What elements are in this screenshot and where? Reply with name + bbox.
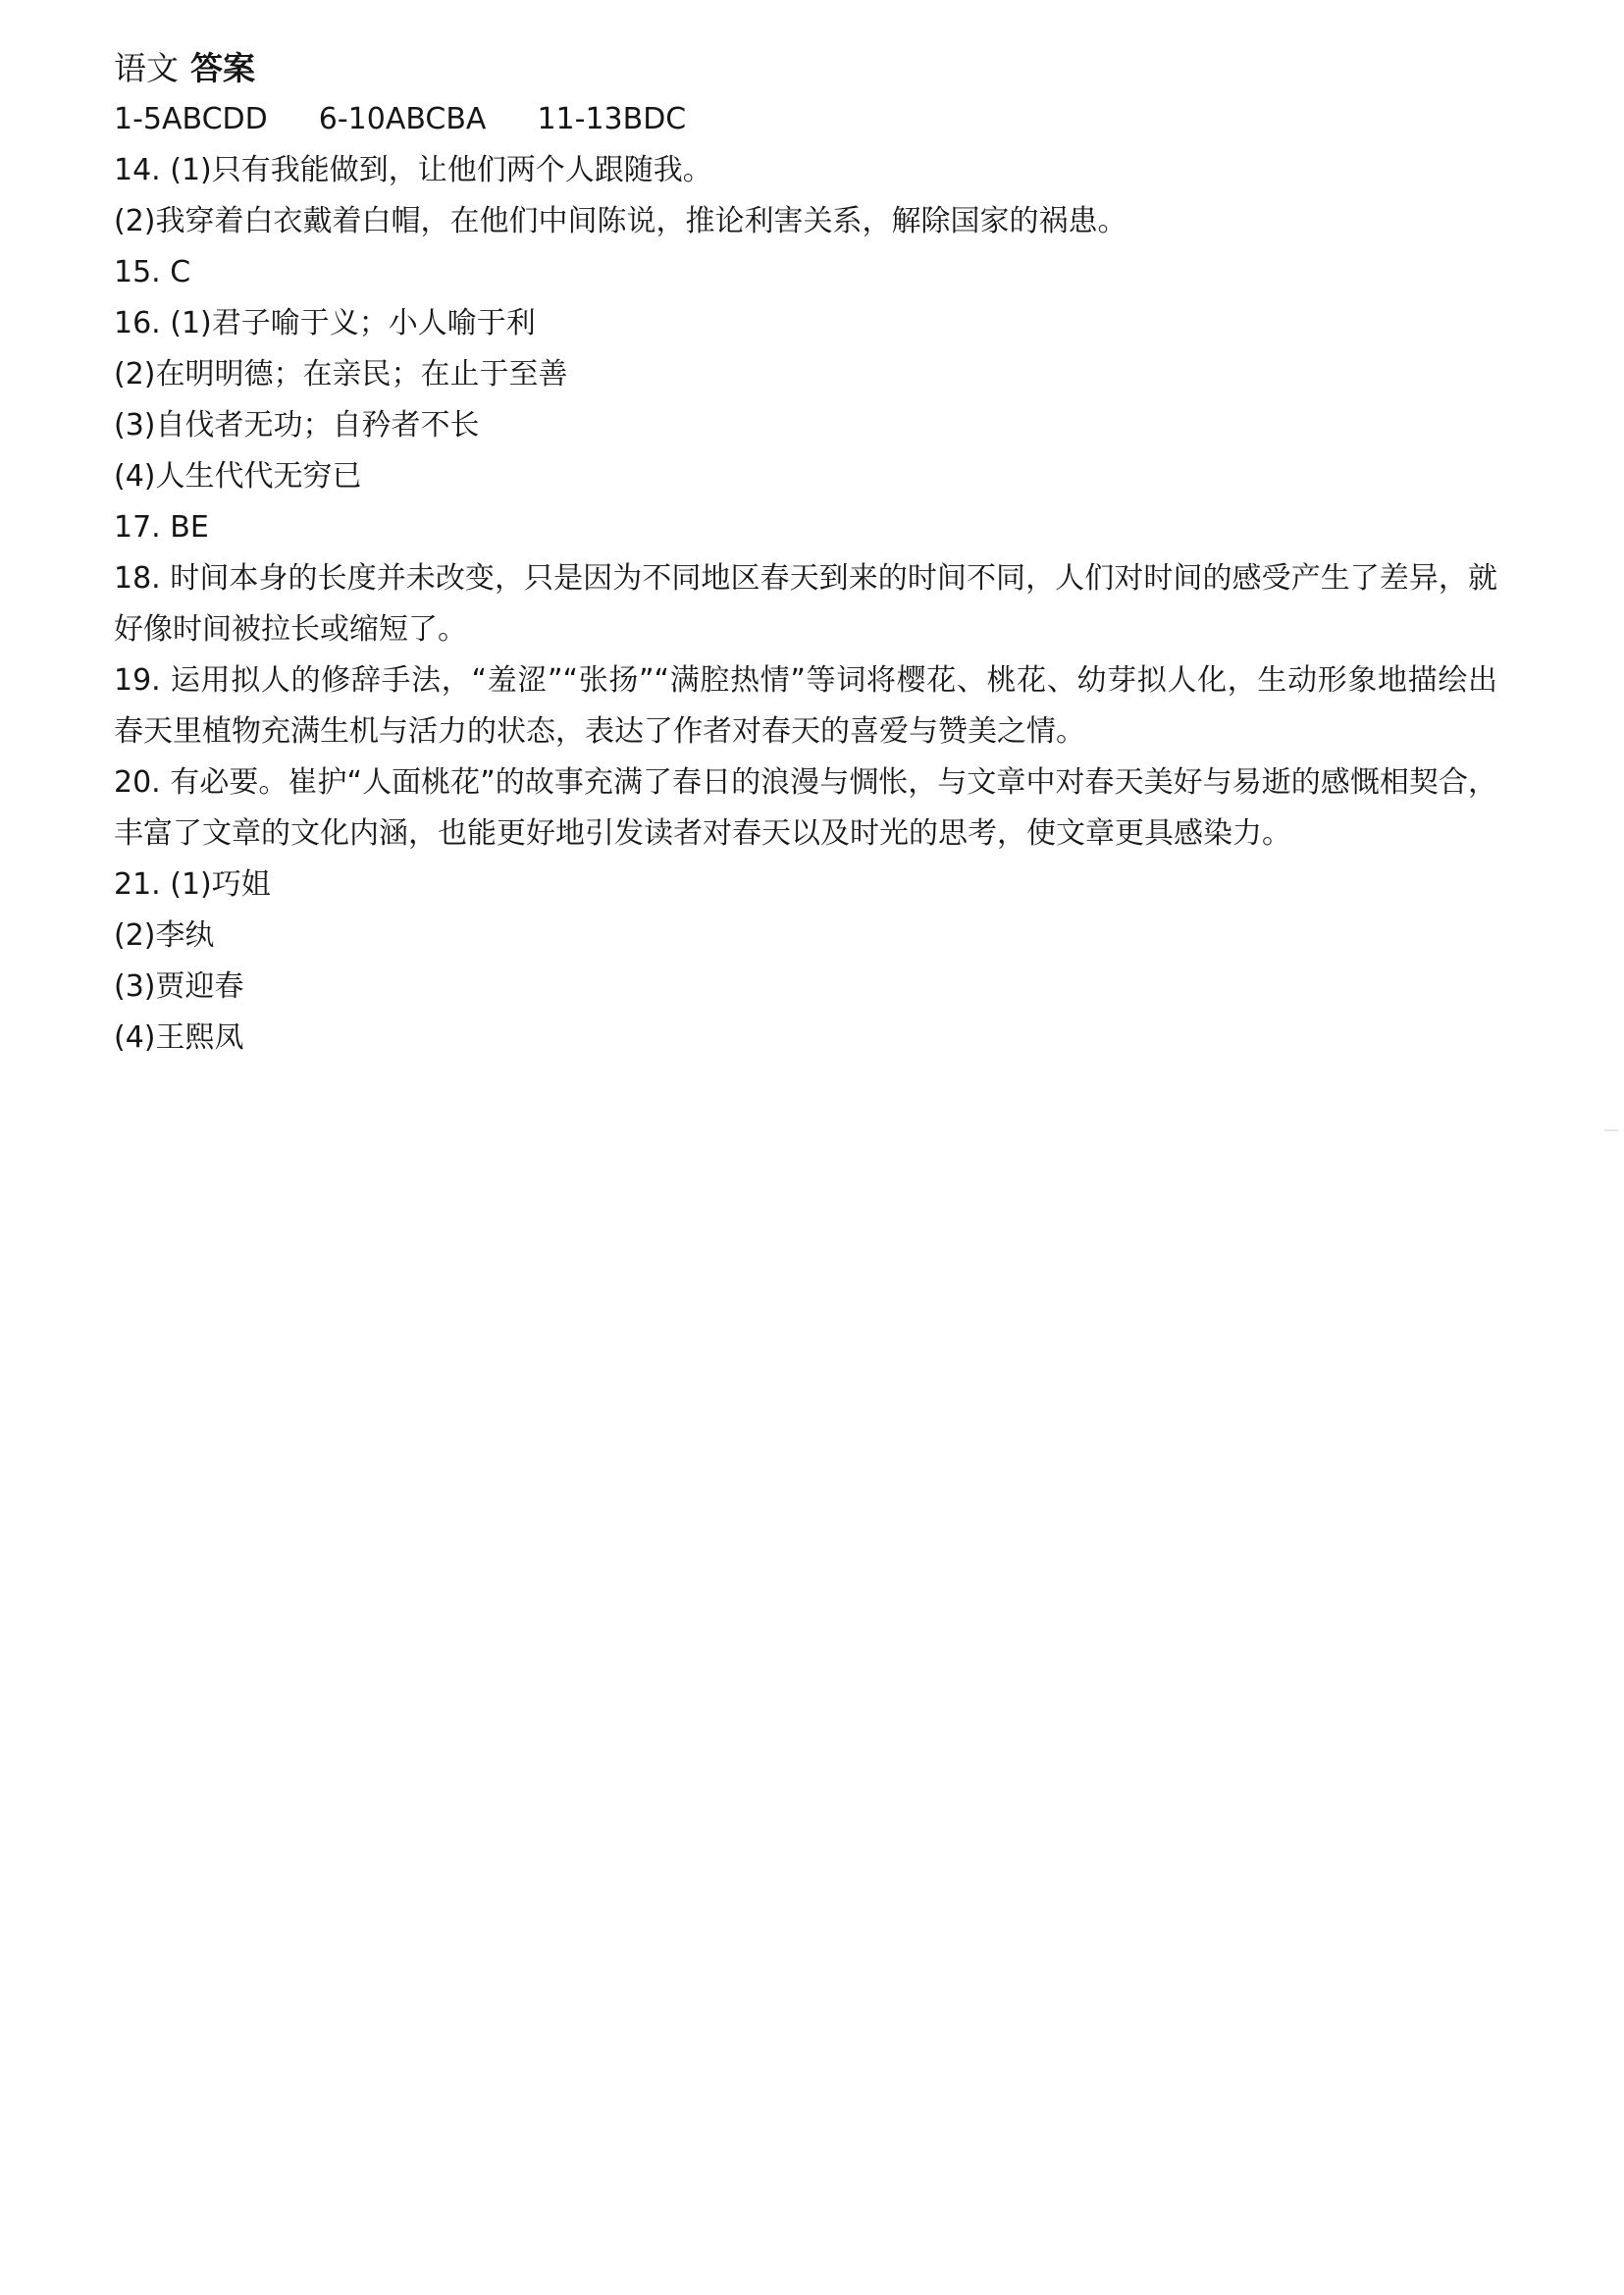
answer-content: [114, 43, 1497, 1064]
answer-16-4: (4)人生代代无穷已: [114, 459, 362, 494]
answer-21-2: (2)李纨: [114, 918, 215, 953]
mc-group-6-10: 6-10ABCBA: [318, 102, 487, 136]
answer-19: 19. 运用拟人的修辞手法，“羞涩”“张扬”“满腔热情”等词将樱花、桃花、幼芽拟人化，生动形象地描绘出春天里植物充满生机与活力的状态，表达了作者对春天的喜爱与赞美之情。: [114, 663, 1497, 749]
subject-label: 语文: [114, 49, 179, 87]
multiple-choice-answers: [114, 94, 1497, 145]
document-title: [114, 43, 1497, 94]
answer-16-3: (3)自伐者无功；自矜者不长: [114, 408, 480, 443]
scan-artifact: [1604, 1129, 1618, 1131]
mc-group-11-13: 11-13BDC: [537, 102, 687, 136]
mc-group-1-5: 1-5ABCDD: [114, 102, 268, 136]
answer-21-3: (3)贾迎春: [114, 969, 244, 1004]
answer-heading: 答案: [190, 49, 255, 87]
answer-14-2: (2)我穿着白衣戴着白帽，在他们中间陈说，推论利害关系，解除国家的祸患。: [114, 204, 1127, 238]
answer-16-2: (2)在明明德；在亲民；在止于至善: [114, 357, 568, 391]
answer-14-1: 14. (1)只有我能做到，让他们两个人跟随我。: [114, 153, 712, 187]
answer-18: 18. 时间本身的长度并未改变，只是因为不同地区春天到来的时间不同，人们对时间的感受产生了差异，就好像时间被拉长或缩短了。: [114, 561, 1497, 647]
answer-15: 15. C: [114, 255, 191, 289]
answer-21-1: 21. (1)巧姐: [114, 867, 271, 902]
answer-20: 20. 有必要。崔护“人面桃花”的故事充满了春日的浪漫与惆怅，与文章中对春天美好与易逝的感慨相契合，丰富了文章的文化内涵，也能更好地引发读者对春天以及时光的思考，使文章更具感染力。: [114, 765, 1497, 851]
answer-17: 17. BE: [114, 510, 209, 545]
answer-16-1: 16. (1)君子喻于义；小人喻于利: [114, 306, 536, 340]
answer-21-4: (4)王熙凤: [114, 1020, 244, 1055]
